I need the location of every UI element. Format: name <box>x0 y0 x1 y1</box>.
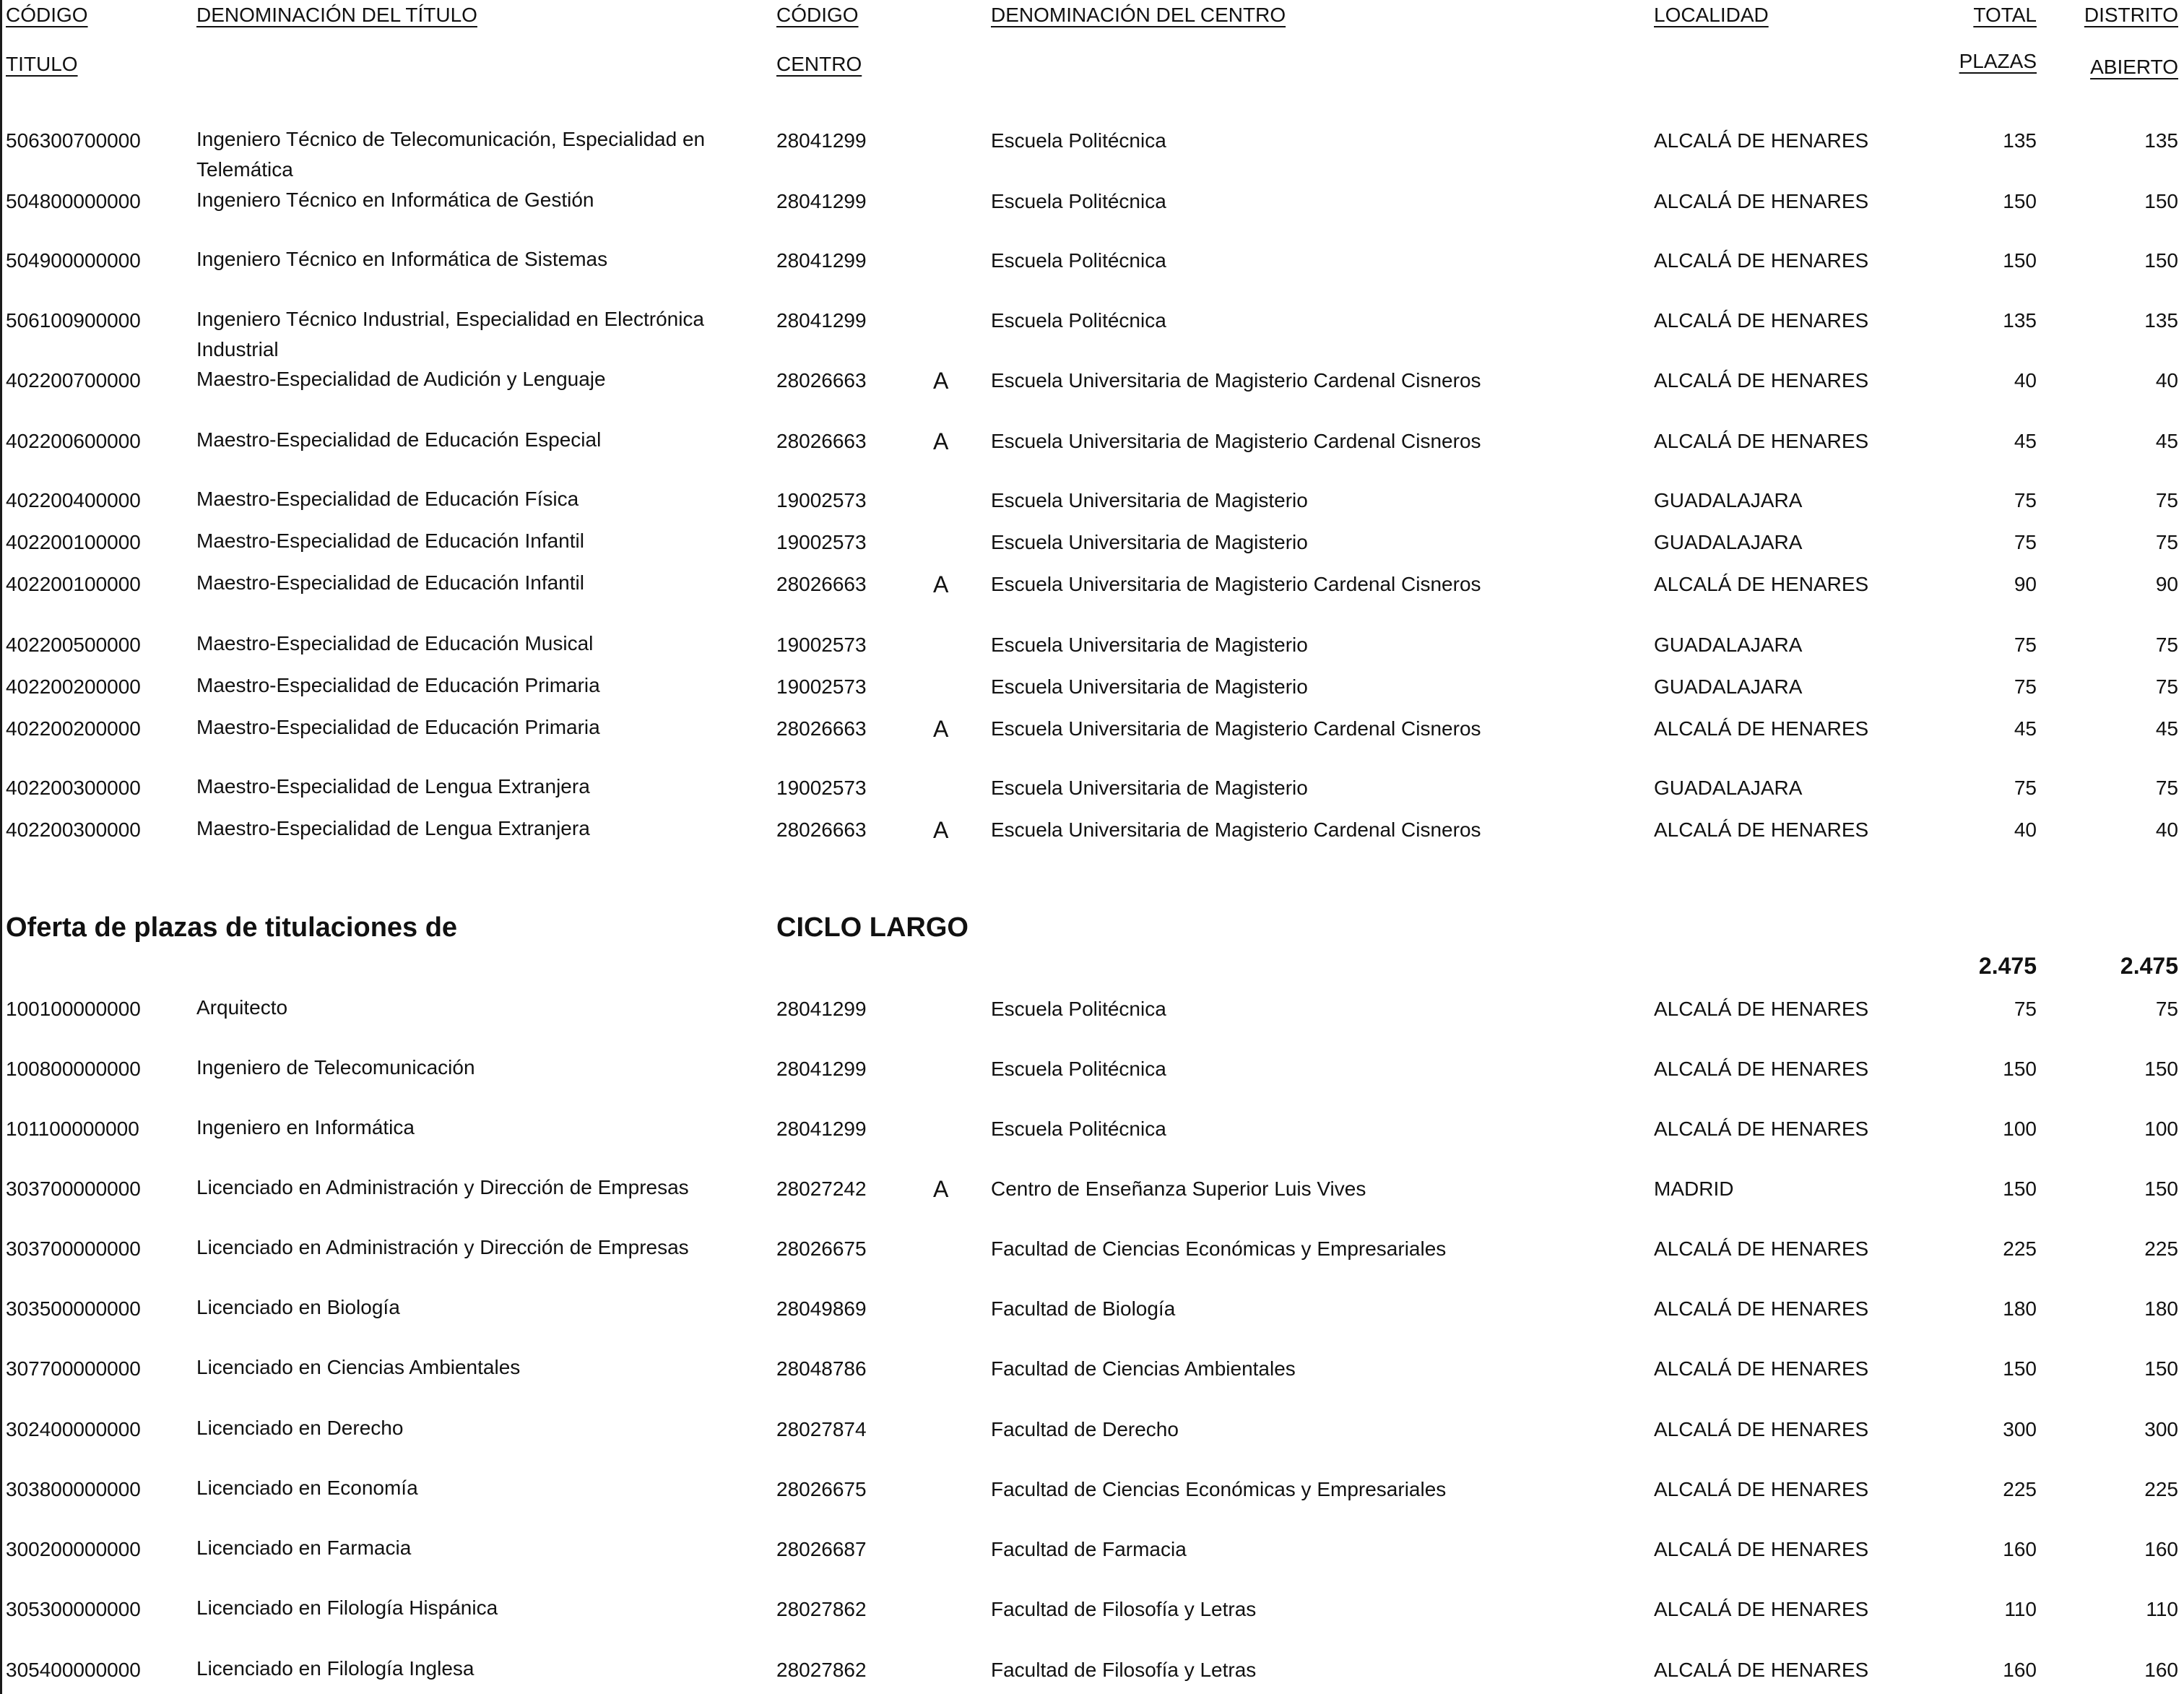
left-border-rule <box>0 0 2 1694</box>
centro-name-cell: Escuela Politécnica <box>991 190 1166 212</box>
distrito-abierto-cell: 135 <box>2144 309 2178 332</box>
distrito-abierto-cell: 160 <box>2144 1538 2178 1560</box>
centro-code-cell: 28027862 <box>776 1659 867 1681</box>
centro-code-cell: 28041299 <box>776 1058 867 1080</box>
titulo-name-cell: Ingeniero Técnico en Informática de Sistemas <box>196 248 608 270</box>
total-plazas-cell: 160 <box>2003 1538 2037 1560</box>
centro-name-cell: Facultad de Ciencias Económicas y Empresariales <box>991 1237 1447 1260</box>
titulo-code-cell: 402200700000 <box>6 369 141 392</box>
centro-code-cell: 28026663 <box>776 818 867 841</box>
distrito-abierto-cell: 150 <box>2144 1177 2178 1200</box>
total-plazas-cell: 150 <box>2003 1177 2037 1200</box>
centro-code-cell: 19002573 <box>776 777 867 799</box>
titulo-code-cell: 402200300000 <box>6 818 141 841</box>
centro-code-cell: 28041299 <box>776 129 867 152</box>
centro-name-cell: Escuela Universitaria de Magisterio <box>991 489 1308 511</box>
distrito-abierto-cell: 225 <box>2144 1237 2178 1260</box>
flag-cell: A <box>933 368 949 394</box>
centro-name-cell: Facultad de Filosofía y Letras <box>991 1659 1257 1681</box>
localidad-cell: ALCALÁ DE HENARES <box>1654 573 1869 595</box>
localidad-cell: MADRID <box>1654 1177 1734 1200</box>
distrito-abierto-cell: 160 <box>2144 1659 2178 1681</box>
distrito-abierto-cell: 110 <box>2146 1598 2178 1620</box>
centro-code-cell: 19002573 <box>776 634 867 656</box>
distrito-abierto-cell: 40 <box>2155 369 2178 392</box>
centro-code-cell: 28027862 <box>776 1598 867 1620</box>
section-cycle: CICLO LARGO <box>776 912 968 943</box>
centro-name-cell: Facultad de Ciencias Ambientales <box>991 1357 1296 1380</box>
localidad-cell: ALCALÁ DE HENARES <box>1654 1297 1869 1320</box>
localidad-cell: ALCALÁ DE HENARES <box>1654 1237 1869 1260</box>
distrito-abierto-cell: 75 <box>2155 998 2178 1020</box>
titulo-code-cell: 402200400000 <box>6 489 141 511</box>
titulo-name-cell: Maestro-Especialidad de Lengua Extranjera <box>196 817 590 839</box>
centro-code-cell: 28027874 <box>776 1418 867 1440</box>
distrito-abierto-cell: 150 <box>2144 249 2178 272</box>
titulo-name-cell: Licenciado en Biología <box>196 1296 400 1318</box>
centro-code-cell: 28041299 <box>776 998 867 1020</box>
header-distrito-line2: ABIERTO <box>2090 56 2178 78</box>
total-plazas-cell: 135 <box>2003 129 2037 152</box>
localidad-cell: ALCALÁ DE HENARES <box>1654 430 1869 452</box>
centro-code-cell: 28049869 <box>776 1297 867 1320</box>
titulo-name-cell: Ingeniero de Telecomunicación <box>196 1056 475 1079</box>
titulo-name-cell: Licenciado en Administración y Dirección de Empresas <box>196 1236 689 1258</box>
titulo-code-cell: 300200000000 <box>6 1538 141 1560</box>
titulo-code-cell: 303700000000 <box>6 1177 141 1200</box>
flag-cell: A <box>933 428 949 454</box>
flag-cell: A <box>933 716 949 742</box>
localidad-cell: ALCALÁ DE HENARES <box>1654 1598 1869 1620</box>
titulo-name-cell: Maestro-Especialidad de Audición y Lenguaje <box>196 368 606 390</box>
centro-name-cell: Facultad de Derecho <box>991 1418 1179 1440</box>
centro-code-cell: 28041299 <box>776 190 867 212</box>
centro-name-cell: Escuela Universitaria de Magisterio Cardenal Cisneros <box>991 369 1481 392</box>
section-title: Oferta de plazas de titulaciones de <box>6 912 458 943</box>
centro-code-cell: 28026663 <box>776 369 867 392</box>
total-plazas-cell: 45 <box>2014 430 2037 452</box>
centro-code-cell: 28026687 <box>776 1538 867 1560</box>
localidad-cell: GUADALAJARA <box>1654 675 1803 698</box>
titulo-name-cell: Ingeniero Técnico Industrial, Especialidad en Electrónica Industrial <box>196 308 705 360</box>
localidad-cell: ALCALÁ DE HENARES <box>1654 717 1869 740</box>
titulo-name-cell: Ingeniero Técnico en Informática de Gestión <box>196 189 594 211</box>
titulo-name-cell: Licenciado en Ciencias Ambientales <box>196 1356 521 1378</box>
titulo-code-cell: 402200500000 <box>6 634 141 656</box>
titulo-code-cell: 303700000000 <box>6 1237 141 1260</box>
titulo-code-cell: 402200200000 <box>6 717 141 740</box>
localidad-cell: ALCALÁ DE HENARES <box>1654 818 1869 841</box>
titulo-name-cell: Maestro-Especialidad de Lengua Extranjera <box>196 775 590 798</box>
localidad-cell: ALCALÁ DE HENARES <box>1654 1418 1869 1440</box>
localidad-cell: GUADALAJARA <box>1654 489 1803 511</box>
total-plazas-cell: 45 <box>2014 717 2037 740</box>
titulo-code-cell: 303800000000 <box>6 1478 141 1500</box>
titulo-code-cell: 506300700000 <box>6 129 141 152</box>
centro-name-cell: Escuela Politécnica <box>991 998 1166 1020</box>
distrito-abierto-cell: 75 <box>2155 634 2178 656</box>
flag-cell: A <box>933 817 949 843</box>
distrito-abierto-cell: 100 <box>2144 1118 2178 1140</box>
titulo-code-cell: 101100000000 <box>6 1118 139 1140</box>
header-denominacion-centro: DENOMINACIÓN DEL CENTRO <box>991 4 1286 26</box>
localidad-cell: ALCALÁ DE HENARES <box>1654 1478 1869 1500</box>
titulo-name-cell: Maestro-Especialidad de Educación Primaria <box>196 716 600 738</box>
titulo-name-cell: Licenciado en Farmacia <box>196 1537 412 1559</box>
total-plazas-cell: 75 <box>2014 777 2037 799</box>
centro-code-cell: 28027242 <box>776 1177 867 1200</box>
header-codigo-centro-line2: CENTRO <box>776 53 862 75</box>
header-codigo-titulo-line1: CÓDIGO <box>6 4 88 26</box>
distrito-abierto-cell: 180 <box>2144 1297 2178 1320</box>
distrito-abierto-cell: 75 <box>2155 531 2178 553</box>
centro-name-cell: Facultad de Filosofía y Letras <box>991 1598 1257 1620</box>
centro-code-cell: 28041299 <box>776 1118 867 1140</box>
distrito-abierto-cell: 75 <box>2155 777 2178 799</box>
localidad-cell: ALCALÁ DE HENARES <box>1654 1357 1869 1380</box>
centro-name-cell: Escuela Universitaria de Magisterio <box>991 777 1308 799</box>
titulo-code-cell: 303500000000 <box>6 1297 141 1320</box>
titulo-name-cell: Licenciado en Derecho <box>196 1417 404 1439</box>
localidad-cell: ALCALÁ DE HENARES <box>1654 1659 1869 1681</box>
flag-cell: A <box>933 571 949 597</box>
total-plazas-cell: 75 <box>2014 634 2037 656</box>
centro-name-cell: Facultad de Ciencias Económicas y Empresariales <box>991 1478 1447 1500</box>
localidad-cell: ALCALÁ DE HENARES <box>1654 249 1869 272</box>
centro-name-cell: Facultad de Biología <box>991 1297 1176 1320</box>
centro-name-cell: Escuela Universitaria de Magisterio <box>991 531 1308 553</box>
total-plazas-cell: 300 <box>2003 1418 2037 1440</box>
titulo-name-cell: Maestro-Especialidad de Educación Infantil <box>196 571 584 594</box>
total-plazas-cell: 40 <box>2014 818 2037 841</box>
titulo-code-cell: 506100900000 <box>6 309 141 332</box>
centro-name-cell: Escuela Universitaria de Magisterio <box>991 634 1308 656</box>
distrito-abierto-cell: 90 <box>2155 573 2178 595</box>
total-plazas-cell: 75 <box>2014 675 2037 698</box>
titulo-name-cell: Maestro-Especialidad de Educación Infantil <box>196 530 584 552</box>
localidad-cell: ALCALÁ DE HENARES <box>1654 1118 1869 1140</box>
total-plazas-cell: 150 <box>2003 249 2037 272</box>
header-denominacion-titulo: DENOMINACIÓN DEL TÍTULO <box>196 4 477 26</box>
localidad-cell: ALCALÁ DE HENARES <box>1654 1058 1869 1080</box>
titulo-code-cell: 504900000000 <box>6 249 141 272</box>
distrito-abierto-cell: 225 <box>2144 1478 2178 1500</box>
localidad-cell: GUADALAJARA <box>1654 777 1803 799</box>
total-plazas-cell: 150 <box>2003 190 2037 212</box>
header-total-line2: PLAZAS <box>1959 50 2037 72</box>
localidad-cell: ALCALÁ DE HENARES <box>1654 998 1869 1020</box>
centro-name-cell: Facultad de Farmacia <box>991 1538 1187 1560</box>
distrito-abierto-cell: 300 <box>2144 1418 2178 1440</box>
titulo-code-cell: 307700000000 <box>6 1357 141 1380</box>
titulo-code-cell: 402200300000 <box>6 777 141 799</box>
centro-name-cell: Escuela Universitaria de Magisterio <box>991 675 1308 698</box>
total-plazas-cell: 135 <box>2003 309 2037 332</box>
titulo-code-cell: 302400000000 <box>6 1418 141 1440</box>
titulo-name-cell: Licenciado en Economía <box>196 1477 418 1499</box>
centro-code-cell: 28041299 <box>776 249 867 272</box>
total-plazas-cell: 100 <box>2003 1118 2037 1140</box>
titulo-name-cell: Licenciado en Administración y Dirección de Empresas <box>196 1176 689 1198</box>
centro-name-cell: Escuela Politécnica <box>991 1058 1166 1080</box>
distrito-abierto-cell: 135 <box>2144 129 2178 152</box>
section-total-plazas: 2.475 <box>1978 953 2037 979</box>
total-plazas-cell: 110 <box>2004 1598 2037 1620</box>
distrito-abierto-cell: 45 <box>2155 717 2178 740</box>
distrito-abierto-cell: 150 <box>2144 190 2178 212</box>
centro-name-cell: Centro de Enseñanza Superior Luis Vives <box>991 1177 1366 1200</box>
centro-name-cell: Escuela Politécnica <box>991 1118 1166 1140</box>
titulo-name-cell: Maestro-Especialidad de Educación Primaria <box>196 674 600 696</box>
titulo-code-cell: 504800000000 <box>6 190 141 212</box>
titulo-name-cell: Ingeniero en Informática <box>196 1116 415 1138</box>
distrito-abierto-cell: 75 <box>2155 675 2178 698</box>
distrito-abierto-cell: 40 <box>2155 818 2178 841</box>
centro-code-cell: 28026663 <box>776 430 867 452</box>
centro-code-cell: 19002573 <box>776 531 867 553</box>
titulo-name-cell: Maestro-Especialidad de Educación Física <box>196 488 579 510</box>
titulo-name-cell: Arquitecto <box>196 996 288 1019</box>
titulo-name-cell: Licenciado en Filología Hispánica <box>196 1596 498 1619</box>
distrito-abierto-cell: 150 <box>2144 1058 2178 1080</box>
centro-name-cell: Escuela Universitaria de Magisterio Cardenal Cisneros <box>991 717 1481 740</box>
localidad-cell: GUADALAJARA <box>1654 531 1803 553</box>
section-total-distrito: 2.475 <box>2120 953 2178 979</box>
total-plazas-cell: 40 <box>2014 369 2037 392</box>
centro-name-cell: Escuela Universitaria de Magisterio Cardenal Cisneros <box>991 573 1481 595</box>
centro-code-cell: 19002573 <box>776 489 867 511</box>
total-plazas-cell: 225 <box>2003 1237 2037 1260</box>
header-localidad: LOCALIDAD <box>1654 4 1769 26</box>
header-codigo-centro-line1: CÓDIGO <box>776 4 859 26</box>
titulo-name-cell: Licenciado en Filología Inglesa <box>196 1657 474 1680</box>
distrito-abierto-cell: 150 <box>2144 1357 2178 1380</box>
total-plazas-cell: 160 <box>2003 1659 2037 1681</box>
localidad-cell: ALCALÁ DE HENARES <box>1654 190 1869 212</box>
centro-name-cell: Escuela Universitaria de Magisterio Cardenal Cisneros <box>991 430 1481 452</box>
titulo-name-cell: Maestro-Especialidad de Educación Especial <box>196 428 602 451</box>
centro-code-cell: 28026663 <box>776 573 867 595</box>
centro-code-cell: 28048786 <box>776 1357 867 1380</box>
centro-name-cell: Escuela Politécnica <box>991 129 1166 152</box>
header-codigo-titulo-line2: TITULO <box>6 53 78 75</box>
titulo-name-cell: Ingeniero Técnico de Telecomunicación, Especialidad en Telemática <box>196 128 706 181</box>
total-plazas-cell: 90 <box>2014 573 2037 595</box>
total-plazas-cell: 150 <box>2003 1357 2037 1380</box>
centro-code-cell: 28026675 <box>776 1237 867 1260</box>
titulo-code-cell: 100800000000 <box>6 1058 141 1080</box>
titulo-code-cell: 402200200000 <box>6 675 141 698</box>
localidad-cell: ALCALÁ DE HENARES <box>1654 1538 1869 1560</box>
total-plazas-cell: 180 <box>2003 1297 2037 1320</box>
total-plazas-cell: 75 <box>2014 489 2037 511</box>
localidad-cell: GUADALAJARA <box>1654 634 1803 656</box>
centro-name-cell: Escuela Politécnica <box>991 309 1166 332</box>
centro-code-cell: 28026675 <box>776 1478 867 1500</box>
centro-name-cell: Escuela Universitaria de Magisterio Cardenal Cisneros <box>991 818 1481 841</box>
centro-code-cell: 28041299 <box>776 309 867 332</box>
centro-name-cell: Escuela Politécnica <box>991 249 1166 272</box>
centro-code-cell: 28026663 <box>776 717 867 740</box>
titulo-code-cell: 402200100000 <box>6 531 141 553</box>
total-plazas-cell: 150 <box>2003 1058 2037 1080</box>
total-plazas-cell: 225 <box>2003 1478 2037 1500</box>
titulo-code-cell: 100100000000 <box>6 998 141 1020</box>
titulo-code-cell: 402200600000 <box>6 430 141 452</box>
distrito-abierto-cell: 45 <box>2155 430 2178 452</box>
localidad-cell: ALCALÁ DE HENARES <box>1654 309 1869 332</box>
localidad-cell: ALCALÁ DE HENARES <box>1654 369 1869 392</box>
distrito-abierto-cell: 75 <box>2155 489 2178 511</box>
localidad-cell: ALCALÁ DE HENARES <box>1654 129 1869 152</box>
titulo-code-cell: 305400000000 <box>6 1659 141 1681</box>
titulo-code-cell: 305300000000 <box>6 1598 141 1620</box>
header-total-line1: TOTAL <box>1973 4 2037 26</box>
total-plazas-cell: 75 <box>2014 531 2037 553</box>
header-distrito-line1: DISTRITO <box>2084 4 2178 26</box>
total-plazas-cell: 75 <box>2014 998 2037 1020</box>
titulo-code-cell: 402200100000 <box>6 573 141 595</box>
centro-code-cell: 19002573 <box>776 675 867 698</box>
titulo-name-cell: Maestro-Especialidad de Educación Musical <box>196 632 594 654</box>
flag-cell: A <box>933 1176 949 1202</box>
